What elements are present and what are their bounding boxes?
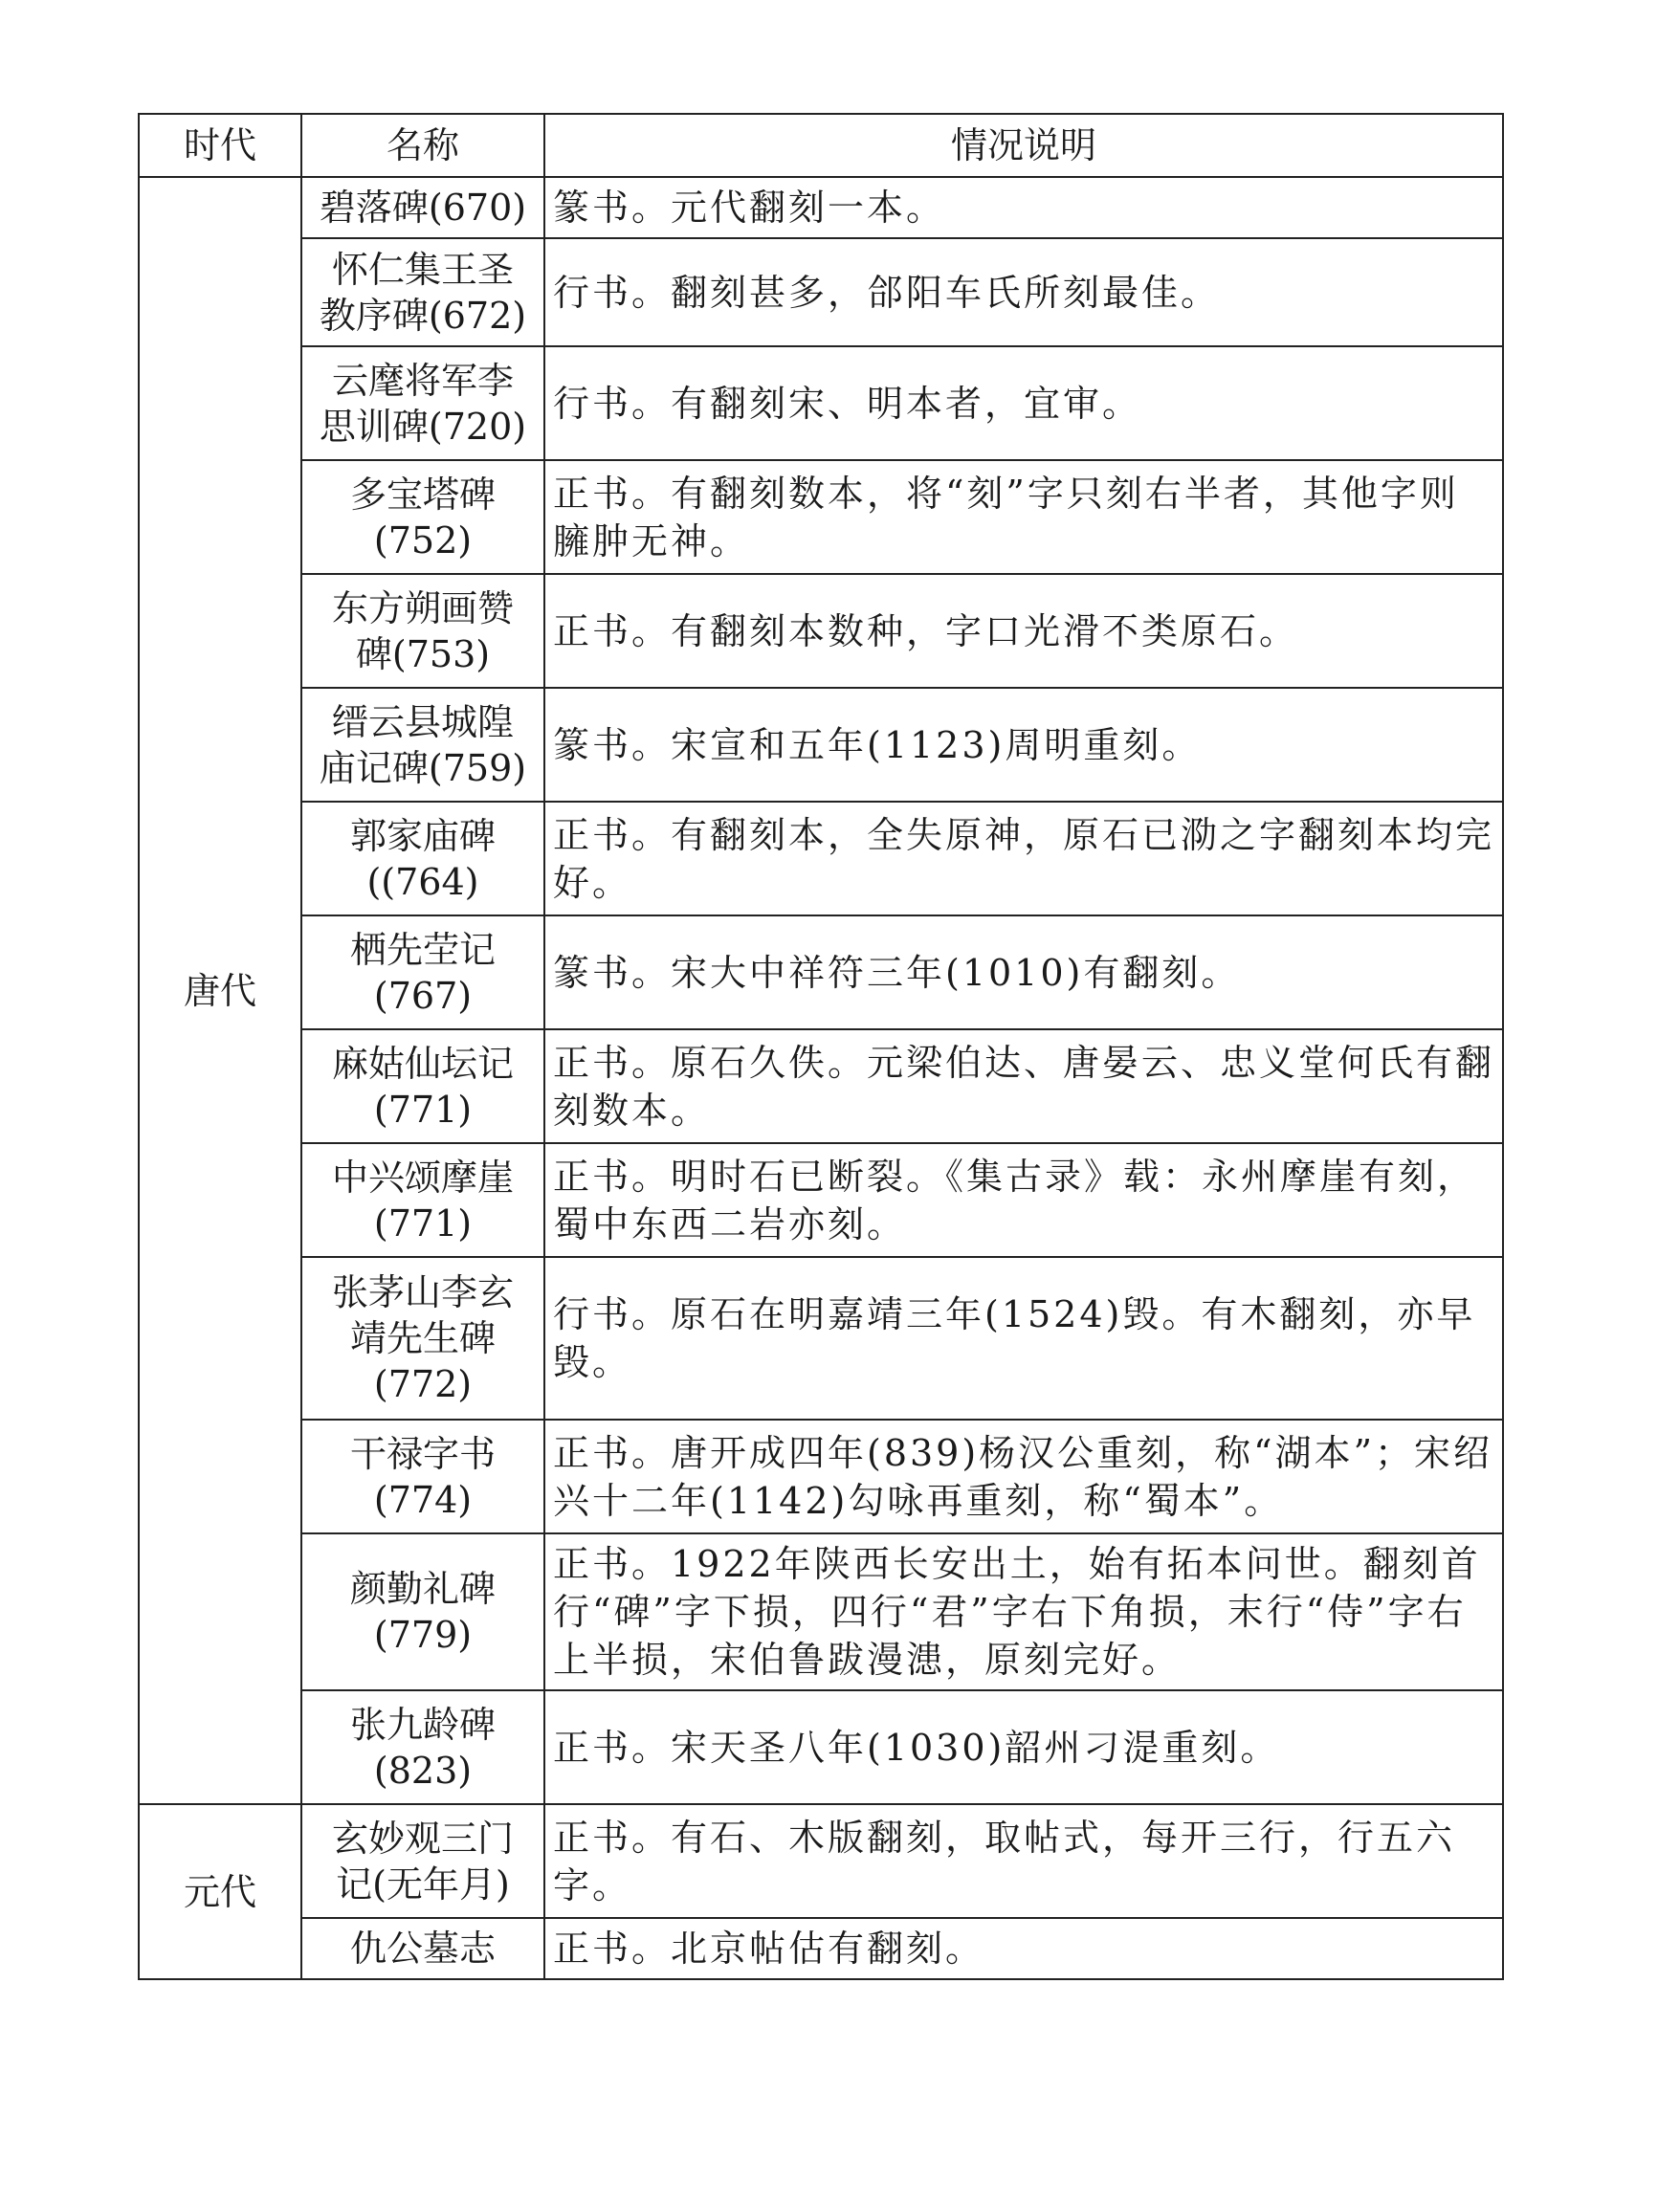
table-row xyxy=(139,1029,1503,1143)
stele-name-cell: 张茅山李玄 靖先生碑 (772) xyxy=(301,1257,544,1420)
stele-name-cell: 仇公墓志 xyxy=(301,1918,544,1979)
description-cell: 篆书。宋宣和五年(1123)周明重刻。 xyxy=(544,688,1503,802)
description-cell: 正书。有翻刻数本，将“刻”字只刻右半者，其他字则臃肿无神。 xyxy=(544,460,1503,574)
table-row xyxy=(139,1804,1503,1918)
header-row xyxy=(139,114,1503,177)
comparison-table-container xyxy=(138,113,1502,1980)
table-body xyxy=(139,177,1503,1979)
table-row xyxy=(139,1420,1503,1533)
description-cell: 正书。1922年陕西长安出土，始有拓本问世。翻刻首行“碑”字下损，四行“君”字右下角损，末行“侍”字右上半损，宋伯鲁跋漫漶，原刻完好。 xyxy=(544,1533,1503,1690)
stele-name-cell: 栖先茔记 (767) xyxy=(301,915,544,1029)
table-row xyxy=(139,1533,1503,1690)
table-row xyxy=(139,688,1503,802)
description-cell: 行书。有翻刻宋、明本者，宜审。 xyxy=(544,346,1503,460)
table-row xyxy=(139,1257,1503,1420)
description-cell: 行书。翻刻甚多，郃阳车氏所刻最佳。 xyxy=(544,238,1503,346)
table-row xyxy=(139,1143,1503,1257)
stele-name-cell: 玄妙观三门 记(无年月) xyxy=(301,1804,544,1918)
table-row xyxy=(139,1690,1503,1804)
description-cell: 正书。有翻刻本，全失原神，原石已泐之字翻刻本均完好。 xyxy=(544,802,1503,915)
table-row xyxy=(139,1918,1503,1979)
era-cell: 元代 xyxy=(139,1804,301,1979)
table-row xyxy=(139,802,1503,915)
description-cell: 正书。北京帖估有翻刻。 xyxy=(544,1918,1503,1979)
table-row xyxy=(139,177,1503,238)
header-name: 名称 xyxy=(301,114,544,177)
header-era: 时代 xyxy=(139,114,301,177)
stele-name-cell: 颜勤礼碑 (779) xyxy=(301,1533,544,1690)
description-cell: 篆书。宋大中祥符三年(1010)有翻刻。 xyxy=(544,915,1503,1029)
table-row xyxy=(139,238,1503,346)
description-cell: 正书。原石久佚。元梁伯达、唐晏云、忠义堂何氏有翻刻数本。 xyxy=(544,1029,1503,1143)
description-cell: 行书。原石在明嘉靖三年(1524)毁。有木翻刻，亦早毁。 xyxy=(544,1257,1503,1420)
stele-reprint-table xyxy=(138,113,1504,1980)
stele-name-cell: 东方朔画赞 碑(753) xyxy=(301,574,544,688)
table-row xyxy=(139,915,1503,1029)
stele-name-cell: 干禄字书 (774) xyxy=(301,1420,544,1533)
era-cell: 唐代 xyxy=(139,177,301,1804)
description-cell: 正书。唐开成四年(839)杨汉公重刻，称“湖本”；宋绍兴十二年(1142)勾咏再重刻，称“蜀本”。 xyxy=(544,1420,1503,1533)
description-cell: 正书。明时石已断裂。《集古录》载：永州摩崖有刻，蜀中东西二岩亦刻。 xyxy=(544,1143,1503,1257)
table-row xyxy=(139,346,1503,460)
description-cell: 篆书。元代翻刻一本。 xyxy=(544,177,1503,238)
stele-name-cell: 麻姑仙坛记 (771) xyxy=(301,1029,544,1143)
stele-name-cell: 张九龄碑 (823) xyxy=(301,1690,544,1804)
table-row xyxy=(139,574,1503,688)
stele-name-cell: 云麾将军李 思训碑(720) xyxy=(301,346,544,460)
description-cell: 正书。宋天圣八年(1030)韶州刁湜重刻。 xyxy=(544,1690,1503,1804)
stele-name-cell: 中兴颂摩崖 (771) xyxy=(301,1143,544,1257)
stele-name-cell: 碧落碑(670) xyxy=(301,177,544,238)
stele-name-cell: 缙云县城隍 庙记碑(759) xyxy=(301,688,544,802)
description-cell: 正书。有石、木版翻刻，取帖式，每开三行，行五六字。 xyxy=(544,1804,1503,1918)
table-row xyxy=(139,460,1503,574)
header-description: 情况说明 xyxy=(544,114,1503,177)
stele-name-cell: 郭家庙碑 ((764) xyxy=(301,802,544,915)
description-cell: 正书。有翻刻本数种，字口光滑不类原石。 xyxy=(544,574,1503,688)
stele-name-cell: 多宝塔碑 (752) xyxy=(301,460,544,574)
stele-name-cell: 怀仁集王圣 教序碑(672) xyxy=(301,238,544,346)
